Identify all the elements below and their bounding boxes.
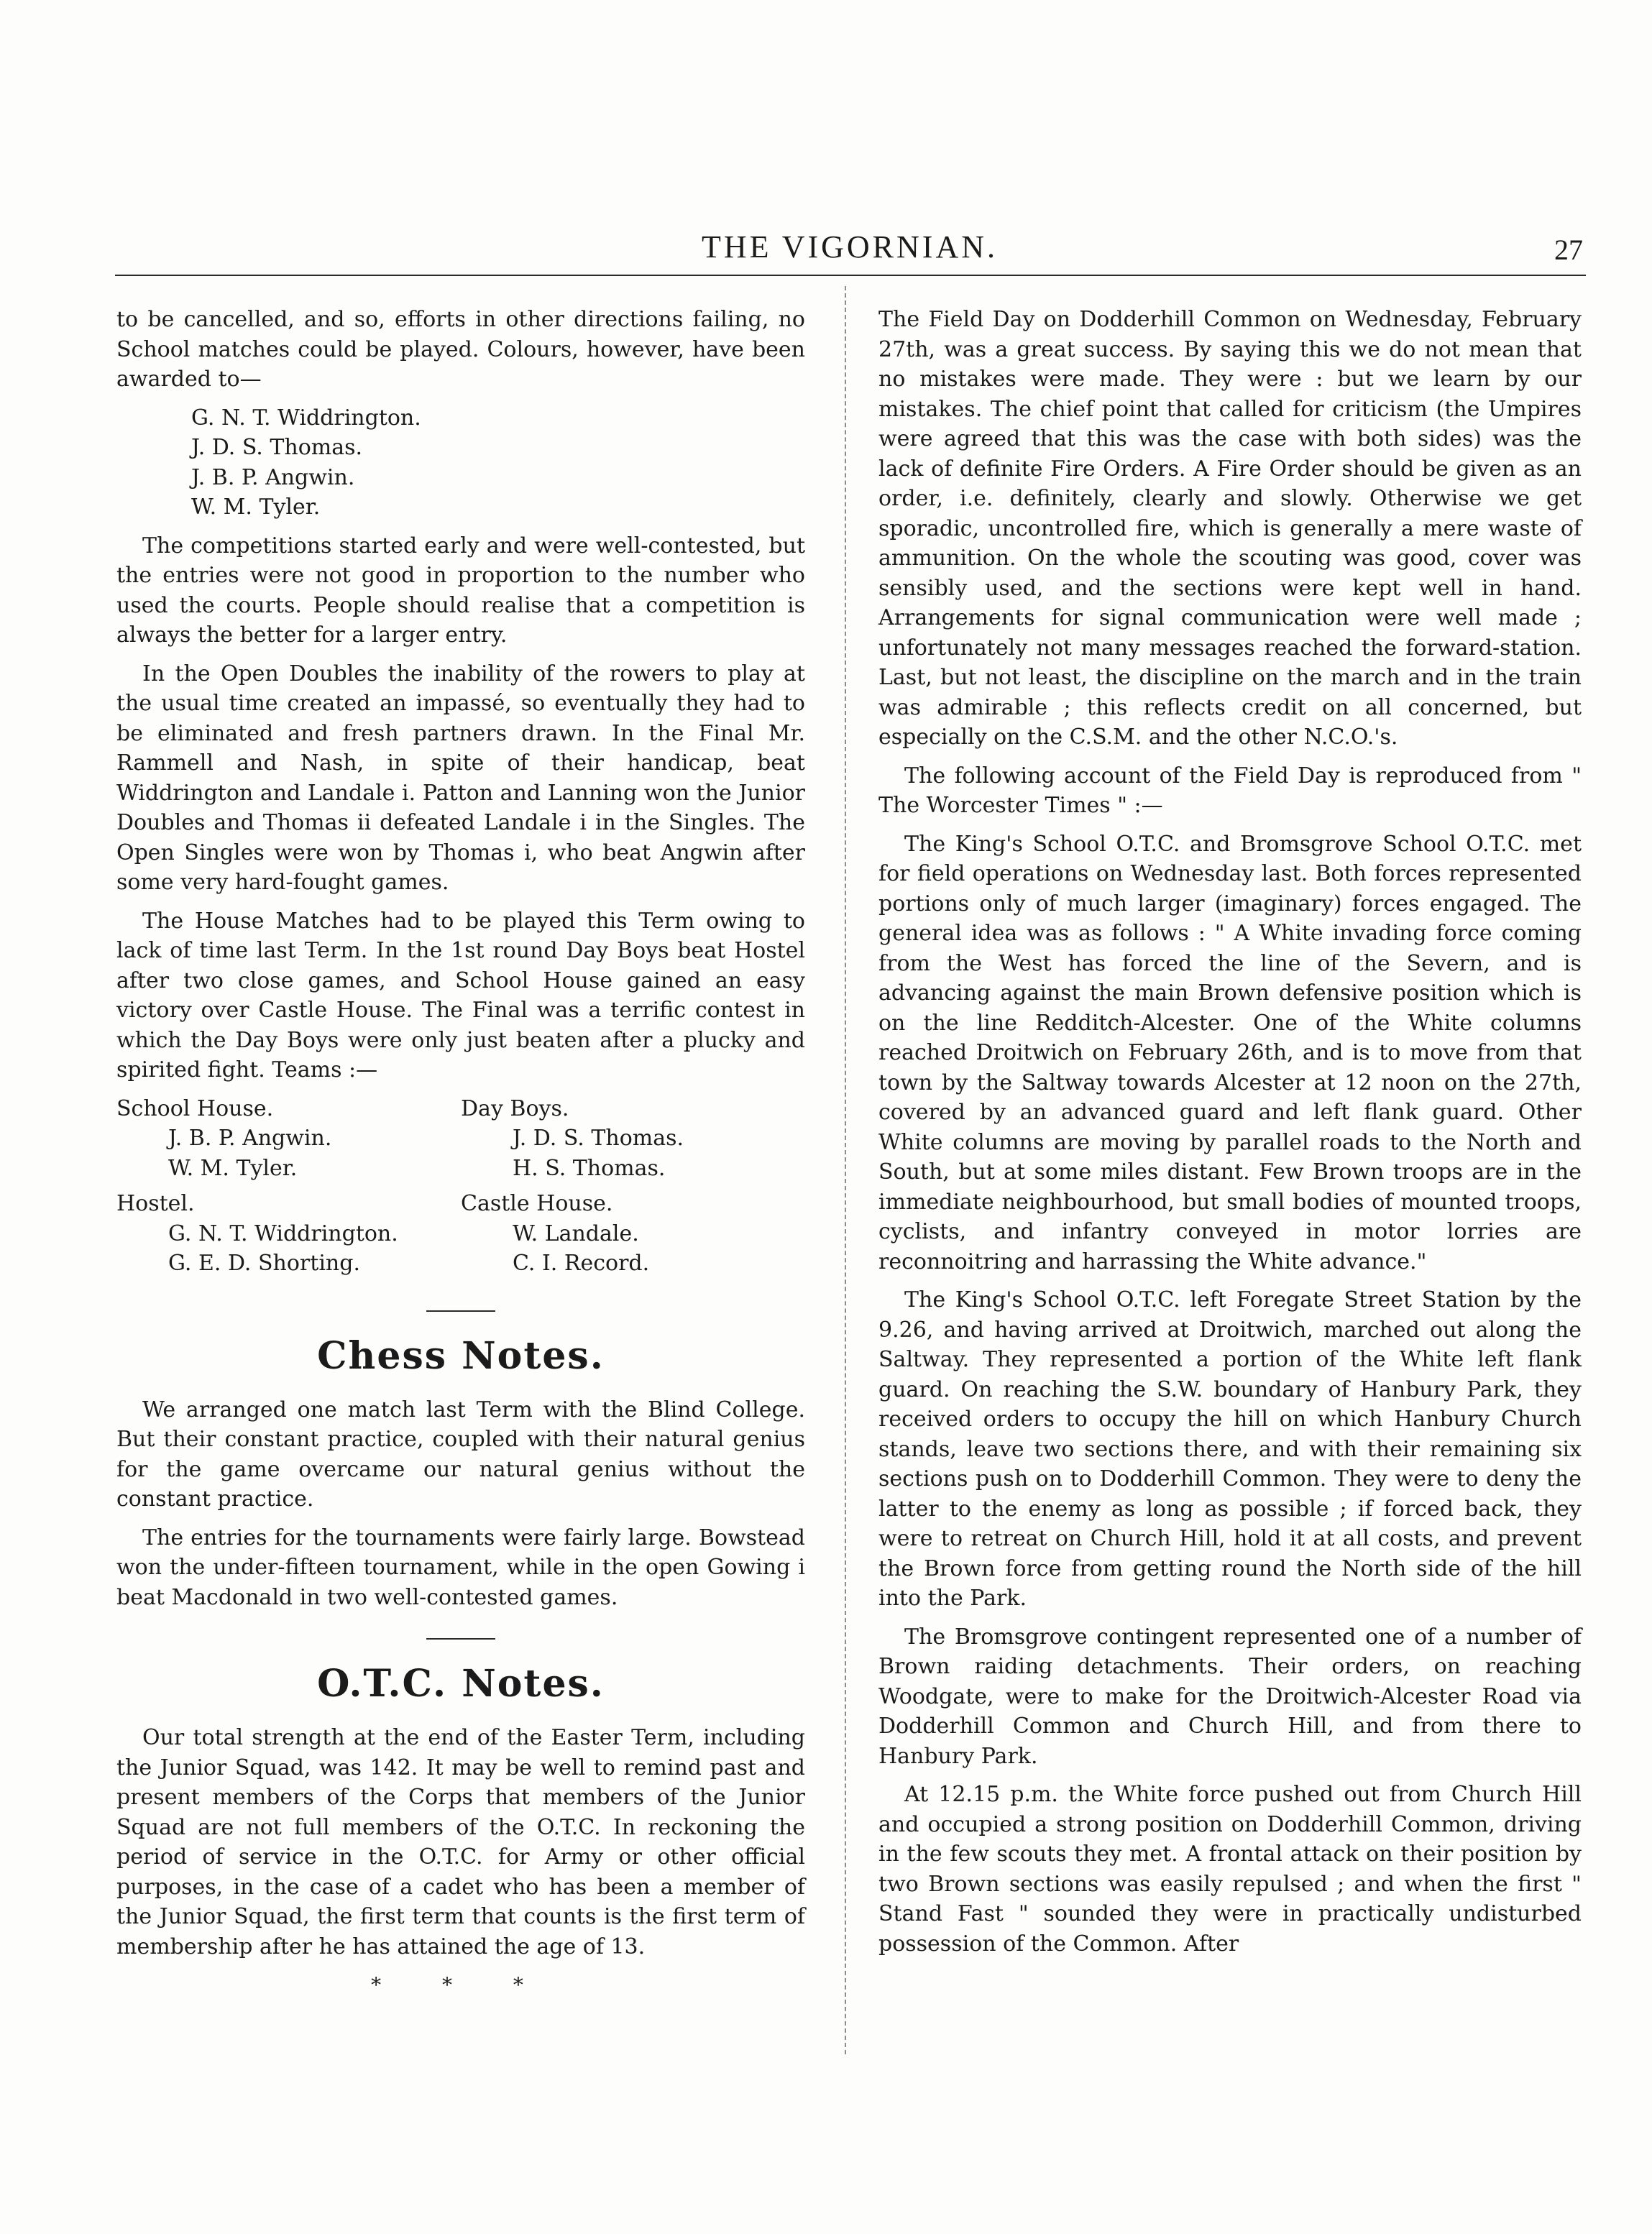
paragraph: The House Matches had to be played this Term owing to lack of time last Term. In the 1st round Day Boys beat Hostel after two close games, and School House gained an easy victory over Castle House. The Final was a terrific contest in which the Day Boys were only just beaten after a plucky and spirited fight. Teams :— [116,908,805,1082]
teams-column-right [461,1094,805,1284]
team-name: Day Boys. [461,1095,569,1121]
paragraph: The entries for the tournaments were fairly large. Bowstead won the under-fifteen tournament, while in the open Gowing i beat Macdonald in two well-contested games. [116,1525,805,1610]
right-column [878,305,1582,1967]
team-member: W. M. Tyler. [168,1155,298,1181]
section-end-stars: * * * [371,1973,551,1997]
team-name: Castle House. [461,1191,613,1216]
otc-notes-heading: O.T.C. Notes. [317,1662,605,1706]
paragraph: to be cancelled, and so, efforts in other directions failing, no School matches could be played. Colours, however, have been awarded to— [116,307,805,392]
section-divider [426,1310,495,1312]
team-member: C. I. Record. [513,1251,650,1276]
chess-notes-heading: Chess Notes. [317,1333,605,1378]
paragraph: In the Open Doubles the inability of the rowers to play at the usual time created an impassé, so eventually they had to be eliminated and fresh partners drawn. In the Final Mr. Rammell and Nash, in spite of their handicap, beat Widdrington and Landale i. Patton and Lanning won the Junior Doubles and Thomas ii defeated Landale i in the Singles. The Open Singles were won by Thomas i, who beat Angwin after some very hard-fought games. [116,661,805,895]
page-number: 27 [1554,234,1583,266]
list-item: J. B. P. Angwin. [191,464,355,490]
team-hostel [116,1189,461,1279]
list-item: J. D. S. Thomas. [191,435,363,460]
list-item: W. M. Tyler. [191,495,321,520]
paragraph: The following account of the Field Day is reproduced from " The Worcester Times " :— [878,763,1582,818]
running-title: THE VIGORNIAN. [701,229,999,265]
page-header [116,229,1583,272]
header-rule [115,275,1586,276]
teams-table [116,1094,805,1284]
paragraph: We arranged one match last Term with the Blind College. But their constant practice, coupled with their natural genius for the game overcame our natural genius without the constant practice. [116,1397,805,1512]
team-school-house [116,1094,461,1184]
left-column [116,305,805,2000]
section-divider [426,1638,495,1640]
team-member: G. E. D. Shorting. [168,1251,360,1276]
team-member: G. N. T. Widdrington. [168,1221,398,1246]
team-member: W. Landale. [513,1221,639,1246]
paragraph: The King's School O.T.C. and Bromsgrove School O.T.C. met for field operations on Wednesday last. Both forces represented portions only of much larger (imaginary) forces engaged. The general idea was as follows : " A White invading force coming from the West has forced the line of the Severn, and is advancing against the main Brown defensive position which is on the line Redditch-Alcester. One of the White columns reached Droitwich on February 26th, and is to move from that town by the Saltway towards Alcester at 12 noon on the 27th, covered by an advanced guard and left flank guard. Other White columns are moving by parallel roads to the North and South, but at some miles distant. Few Brown troops are in the immediate neighbourhood, but small bodies of mounted troops, cyclists, and infantry conveyed in motor lorries are reconnoitring and harrassing the White advance." [878,831,1582,1274]
team-castle-house [461,1189,805,1279]
colours-list [116,403,805,523]
team-member: J. D. S. Thomas. [513,1126,684,1151]
team-member: H. S. Thomas. [513,1155,666,1181]
paragraph: The competitions started early and were well-contested, but the entries were not good in proportion to the number who used the courts. People should realise that a competition is always the better for a larger entry. [116,533,805,648]
column-divider [845,286,846,2054]
paragraph: The Bromsgrove contingent represented one of a number of Brown raiding detachments. Their orders, on reaching Woodgate, were to make for the Droitwich-Alcester Road via Dodderhill Common and Church Hill, and from there to Hanbury Park. [878,1624,1582,1769]
team-name: Hostel. [116,1191,195,1216]
team-member: J. B. P. Angwin. [168,1126,332,1151]
team-name: School House. [116,1095,274,1121]
teams-column-left [116,1094,461,1284]
paragraph: Our total strength at the end of the Easter Term, including the Junior Squad, was 142. It may be well to remind past and present members of the Corps that members of the Junior Squad are not full members of the O.T.C. In reckoning the period of service in the O.T.C. for Army or other official purposes, in the case of a cadet who has been a member of the Junior Squad, the first term that counts is the first term of membership after he has attained the age of 13. [116,1725,805,1959]
paragraph: The King's School O.T.C. left Foregate Street Station by the 9.26, and having arrived at Droitwich, marched out along the Saltway. They represented a portion of the White left flank guard. On reaching the S.W. boundary of Hanbury Park, they received orders to occupy the hill on which Hanbury Church stands, leave two sections there, and with their remaining six sections push on to Dodderhill Common. They were to deny the latter to the enemy as long as possible ; if forced back, they were to retreat on Church Hill, hold it at all costs, and prevent the Brown force from getting round the North side of the hill into the Park. [878,1287,1582,1611]
paragraph: At 12.15 p.m. the White force pushed out from Church Hill and occupied a strong position on Dodderhill Common, driving in the few scouts they met. A frontal attack on their position by two Brown sections was easily repulsed ; and when the first " Stand Fast " sounded they were in practically undisturbed possession of the Common. After [878,1782,1582,1957]
list-item: G. N. T. Widdrington. [191,405,421,431]
paragraph: The Field Day on Dodderhill Common on Wednesday, February 27th, was a great success. By saying this we do not mean that no mistakes were made. They were : but we learn by our mistakes. The chief point that called for criticism (the Umpires were agreed that this was the case with both sides) was the lack of definite Fire Orders. A Fire Order should be given as an order, i.e. definitely, clearly and slowly. Otherwise we get sporadic, uncontrolled fire, which is generally a mere waste of ammunition. On the whole the scouting was good, cover was sensibly used, and the sections were kept well in hand. Arrangements for signal communication were well made ; unfortunately not many messages reached the forward-station. Last, but not least, the discipline on the march and in the train was admirable ; this reflects credit on all concerned, but especially on the C.S.M. and the other N.C.O.'s. [878,307,1582,750]
team-day-boys [461,1094,805,1184]
